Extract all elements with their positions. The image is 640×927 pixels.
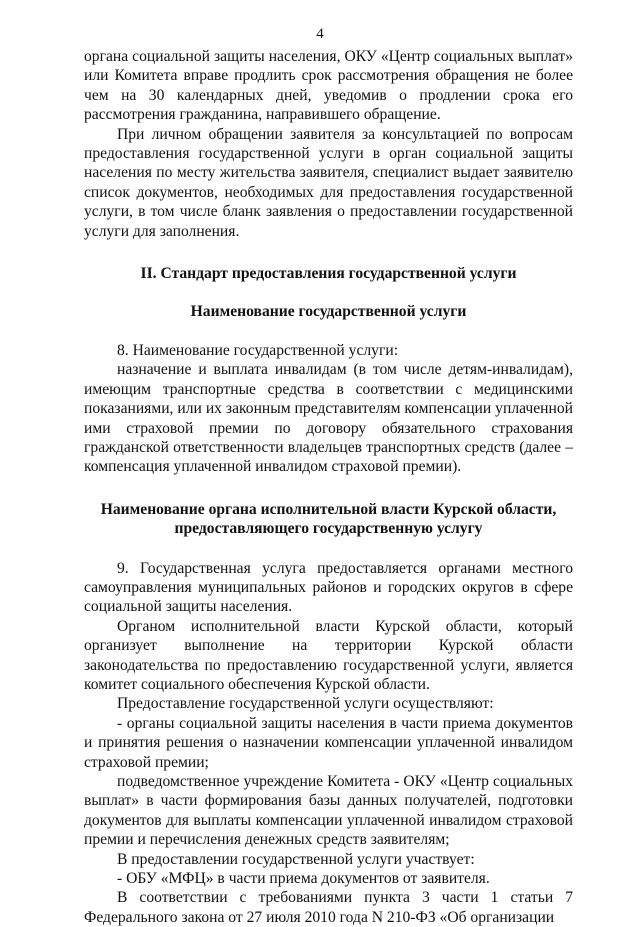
subsection-title-line: Наименование органа исполнительной власти Курской области,	[100, 500, 557, 518]
list-item: подведомственное учреждение Комитета - ОКУ «Центр социальных выплат» в части формирования базы данных получателей, подготовки документов для выплаты компенсации уплаченной инвалидом страховой премии и перечисления денежных средств заявителям;	[84, 773, 573, 849]
page-number: 4	[316, 26, 324, 42]
list-item: - органы социальной защиты населения в части приема документов и принятия решения о назначении компенсации уплаченной инвалидом страховой премии;	[84, 714, 573, 771]
paragraph: При личном обращении заявителя за консультацией по вопросам предоставления государственной услуги в орган социальной защиты населения по месту жительства заявителя, специалист выдает заявителю список документов, необходимых для предоставления государственной услуги, в том числе бланк заявления о предоставлении государственной услуги для заполнения.	[84, 125, 573, 240]
paragraph: В соответствии с требованиями пункта 3 части 1 статьи 7 Федерального закона от 27 июля 2010 года N 210-ФЗ «Об организации	[84, 889, 573, 926]
paragraph: 9. Государственная услуга предоставляется органами местного самоуправления муниципальных районов и городских округов в сфере социальной защиты населения.	[84, 559, 573, 616]
document-body	[84, 47, 573, 927]
paragraph: органа социальной защиты населения, ОКУ «Центр социальных выплат» или Комитета вправе продлить срок рассмотрения обращения не более чем на 30 календарных дней, уведомив о продлении срока его рассмотрения гражданина, направившего обращение.	[84, 48, 573, 124]
section-title: II. Стандарт предоставления государственной услуги	[140, 265, 517, 283]
subsection-title-line: предоставляющего государственную услугу	[174, 520, 483, 538]
paragraph: Органом исполнительной власти Курской области, который организует выполнение на территории Курской области законодательства по предоставлению государственной услуги, является комитет социального обеспечения Курской области.	[84, 617, 573, 693]
paragraph: назначение и выплата инвалидам (в том числе детям-инвалидам), имеющим транспортные средства в соответствии с медицинскими показаниями, или их законным представителям компенсации уплаченной ими страховой премии по договору обязательного страхования гражданской ответственности владельцев транспортных средств (далее – компенсация уплаченной инвалидом страховой премии).	[84, 361, 573, 476]
list-item: - ОБУ «МФЦ» в части приема документов от заявителя.	[117, 870, 490, 888]
subsection-title: Наименование государственной услуги	[190, 303, 467, 321]
subsection-title	[84, 500, 573, 539]
paragraph: 8. Наименование государственной услуги:	[117, 341, 399, 359]
paragraph: В предоставлении государственной услуги участвует:	[117, 850, 475, 868]
paragraph: Предоставление государственной услуги осуществляют:	[117, 695, 494, 713]
